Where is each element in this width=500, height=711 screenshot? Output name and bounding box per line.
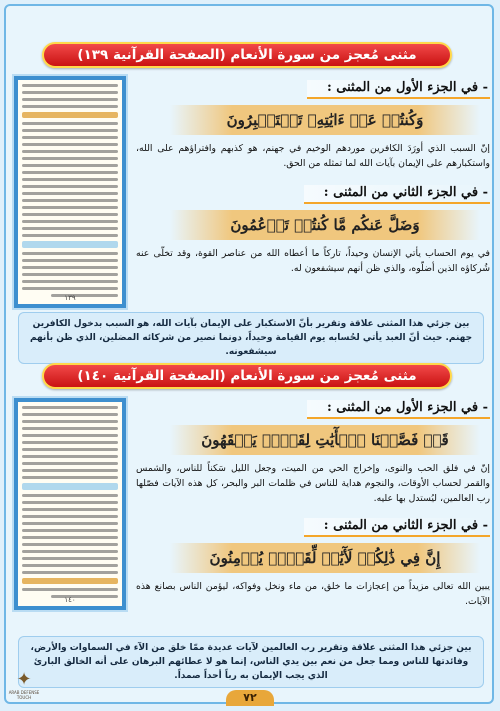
section-title-140: مثنى مُعجز من سورة الأنعام (الصفحة القرآنية ١٤٠) <box>42 363 452 389</box>
thumb-page-number: ١٣٩ <box>64 294 76 302</box>
part1-heading: - في الجزء الأول من المثنى : <box>307 400 490 419</box>
part2-heading: - في الجزء الثاني من المثنى : <box>304 185 490 204</box>
logo-icon: ✦ <box>16 669 32 690</box>
part2-text: يبين الله تعالى مزيداً من إعجازات ما خلق، من ماء ونخل وفواكه، ليؤمن الناس بصانع هذه الآيات. <box>136 581 490 607</box>
logo-text: ARAB DEFENSE TOUCH <box>8 690 40 700</box>
part2-verse: إِنَّ فِي ذَٰلِكُمۡ لَأٓيَٰتٖ لِّقَوۡمٖ يُؤۡمِنُونَ <box>170 543 480 573</box>
section-title-139: مثنى مُعجز من سورة الأنعام (الصفحة القرآنية ١٣٩) <box>42 42 452 68</box>
part1-text: إنّ السبب الذي أورَدَ الكافرين موردهم الوخيم في جهنم، هو كذبهم وافتراؤهم على الله، واستكبارهم على الإيمان بآيات الله لما تمثله من الحق. <box>136 143 490 169</box>
section-139-content <box>132 76 490 276</box>
section-139-summary: بين جزئي هذا المثنى علاقة وتقرير بأنّ الاستكبار على الإيمان بآيات الله، هو السبب بدخول الكافرين جهنم. حيث أنّ العبد يأتي لحُسابه يوم القيامة وحيداً، دونما نصير من شركائه المضلين، الذي ظن بأنهم سيشفعونه. <box>18 312 484 364</box>
part2-heading: - في الجزء الثاني من المثنى : <box>304 518 490 537</box>
part2-text: في يوم الحساب يأتي الإنسان وحيداً، تاركاً ما أعطاه الله من عناصر القوة، وقد تخلّى عنه شُركاؤه الذين أضلّوه، والذي ظن أنهم سيشفعون له. <box>136 248 490 274</box>
part1-verse: قَدۡ فَصَّلۡنَا ٱلۡأٓيَٰتِ لِقَوۡمٖ يَفۡقَهُونَ <box>170 425 480 455</box>
part2-verse: وَضَلَّ عَنكُم مَّا كُنتُمۡ تَزۡعُمُونَ <box>170 210 480 240</box>
part1-text: إنّ في فلق الحب والنوى، وإخراج الحي من الميت، وجعل الليل سَكناً للناس، والشمس والقمر لحساب الأوقات، والنجوم هداية للناس في ظلمات البر والبحر، كل هذه الآيات فصّلها رب العالمين، ليُستدل بها عليه. <box>136 463 490 504</box>
quran-page-thumbnail-139[interactable] <box>14 76 126 308</box>
thumb-page-number: ١٤٠ <box>64 596 76 604</box>
quran-page-thumbnail-140[interactable] <box>14 398 126 610</box>
arab-defense-touch-logo <box>4 670 44 706</box>
section-140-summary: بين جزئي هذا المثنى علاقة وتقرير رب العالمين لآيات عديدة ممّا خلق من الآء في السماوات والأرض، وفائدتها للناس ومما جعل من نعم بين يدي الناس، إنما هو لا عطائهم البرهان على أنه الخالق البارئ الذي يجب الإيمان به رباً أحداً صمداً. <box>18 636 484 688</box>
part1-verse: وَكُنتُمۡ عَنۡ ءَايَٰتِهِۦ تَسۡتَكۡبِرُونَ <box>170 105 480 135</box>
section-140-content <box>132 396 490 609</box>
page-number: ٧٢ <box>226 690 274 706</box>
part1-heading: - في الجزء الأول من المثنى : <box>307 80 490 99</box>
